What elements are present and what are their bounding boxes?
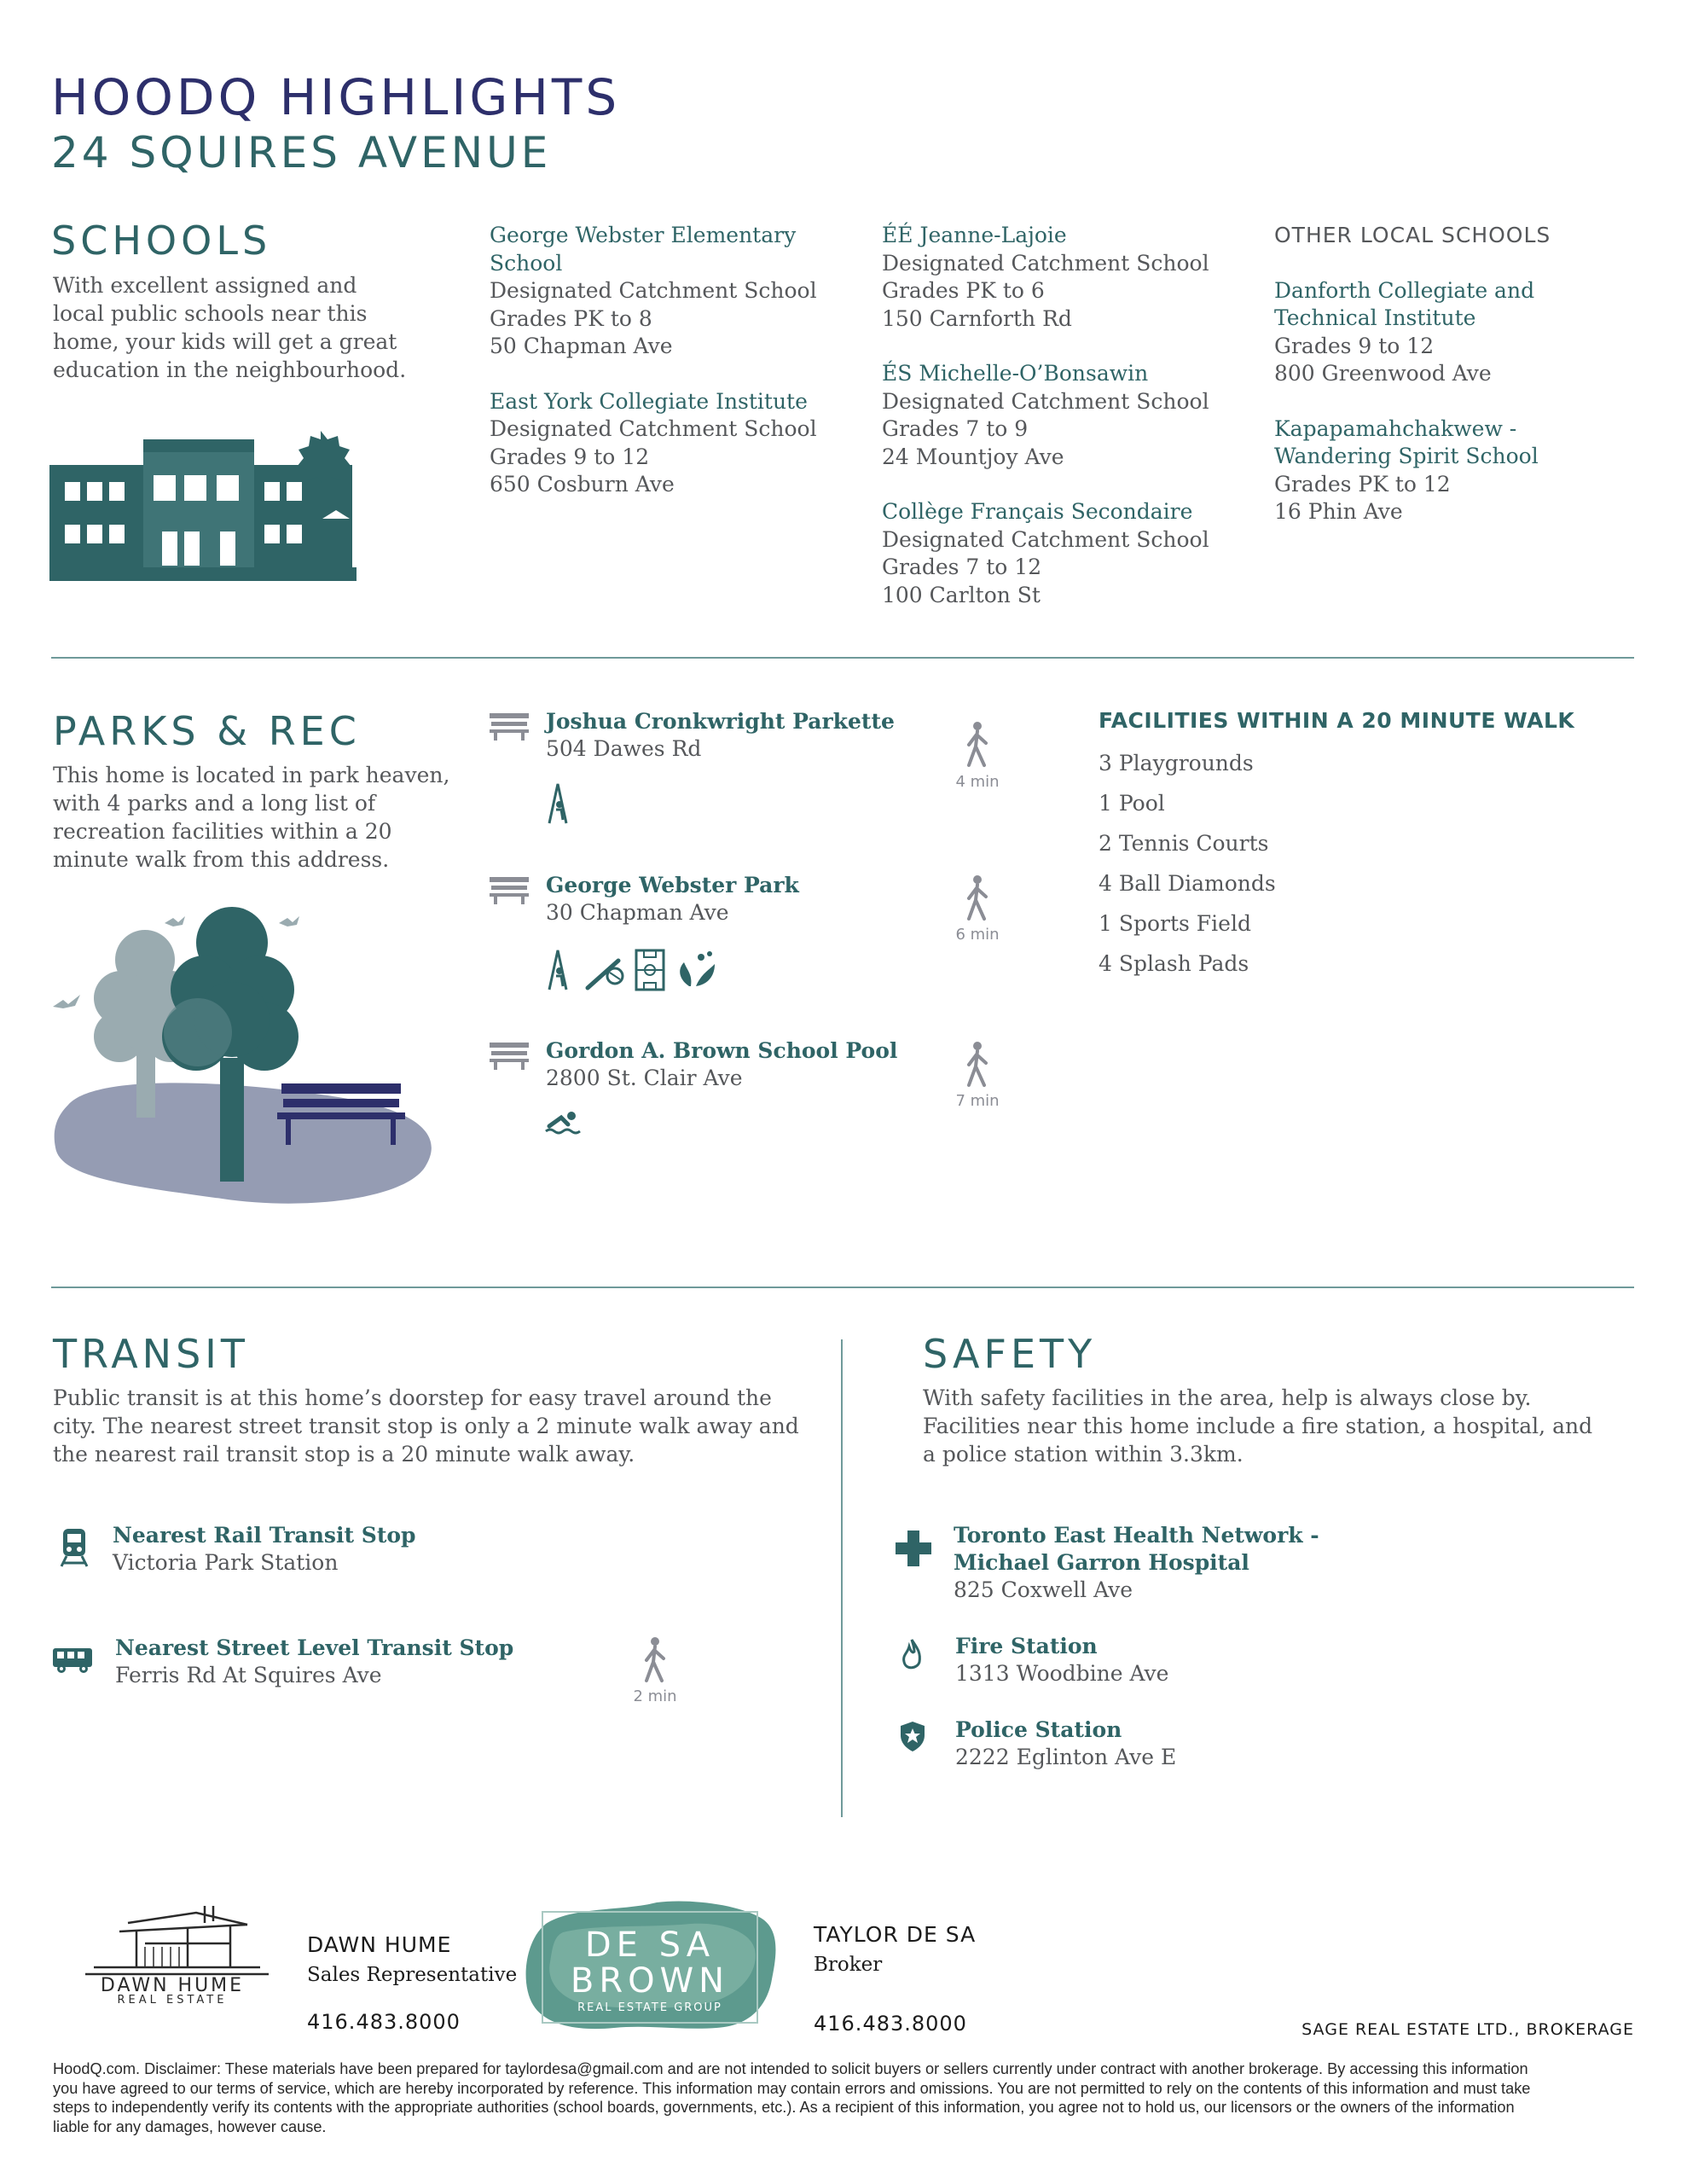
- school-address: 650 Cosburn Ave: [490, 472, 675, 497]
- other-schools: [1274, 222, 1649, 526]
- police-station: [955, 1716, 1176, 1771]
- school-item: [490, 388, 865, 499]
- police-station-address: 2222 Eglinton Ave E: [955, 1745, 1177, 1769]
- agent1-title: Sales Representative: [307, 1964, 518, 1986]
- de-sa-brown-logo: [520, 1898, 785, 2035]
- sports-field-icon: [635, 949, 665, 991]
- school-address: 150 Carnforth Rd: [882, 305, 1072, 331]
- park-item: [546, 872, 799, 926]
- school-name-line1[interactable]: Danforth Collegiate and: [1274, 277, 1535, 303]
- disclaimer-line: HoodQ.com. Disclaimer: These materials have been prepared for taylordesa@gmail.com and are not intended to solicit buyers or sellers currently under contract with another brokerage. By accessing this information: [53, 2060, 1528, 2077]
- hospital-cross-icon: [896, 1531, 931, 1566]
- park-address: 30 Chapman Ave: [546, 900, 729, 925]
- facility-item: 2 Tennis Courts: [1099, 831, 1269, 856]
- school-type: Designated Catchment School: [882, 388, 1209, 414]
- school-name[interactable]: ÉS Michelle-O’Bonsawin: [882, 361, 1149, 386]
- school-grades: Grades 9 to 12: [1274, 333, 1435, 358]
- school-grades: Grades 9 to 12: [490, 444, 650, 469]
- fire-station: [955, 1633, 1168, 1687]
- facility-item: 4 Ball Diamonds: [1099, 871, 1276, 896]
- walk-time: 7 min: [955, 1092, 1000, 1110]
- agent2-phone[interactable]: 416.483.8000: [814, 2012, 967, 2036]
- park-item: [546, 708, 895, 763]
- school-name[interactable]: East York Collegiate Institute: [490, 388, 808, 414]
- school-item: [882, 222, 1240, 333]
- rail-transit-stop[interactable]: Victoria Park Station: [113, 1550, 339, 1575]
- park-address: 2800 St. Clair Ave: [546, 1066, 743, 1090]
- park-name[interactable]: Joshua Cronkwright Parkette: [546, 709, 895, 734]
- facility-item: 1 Sports Field: [1099, 911, 1251, 936]
- agent1-name: DAWN HUME: [307, 1932, 452, 1957]
- hospital-name-line1[interactable]: Toronto East Health Network -: [954, 1523, 1319, 1548]
- bench-icon: [490, 877, 529, 904]
- school-address: 16 Phin Ave: [1274, 499, 1403, 524]
- bench-icon: [490, 1043, 529, 1070]
- school-type: Designated Catchment School: [490, 278, 817, 303]
- dawn-hume-logo: [60, 1906, 286, 2005]
- parks-heading: PARKS & REC: [53, 708, 361, 754]
- fire-icon: [901, 1638, 923, 1672]
- disclaimer-line: steps to independently verify its contents with the appropriate authorities (school boards, governments, etc.). As a recipient of this information, you agree not to hold us, our licensors or the owners of the information: [53, 2099, 1515, 2116]
- section-divider: [51, 657, 1634, 659]
- school-building-icon: [49, 431, 378, 584]
- schools-heading: SCHOOLS: [51, 218, 272, 264]
- school-name[interactable]: Collège Français Secondaire: [882, 499, 1193, 524]
- parks-description: This home is located in park heaven, with 4 parks and a long list of recreation facilities within a 20 minute walk from this address.: [53, 763, 450, 872]
- street-transit-label: Nearest Street Level Transit Stop: [115, 1635, 514, 1660]
- police-shield-icon: [899, 1720, 926, 1752]
- park-illustration: [51, 904, 443, 1211]
- school-grades: Grades PK to 8: [490, 305, 652, 331]
- school-name-line1[interactable]: Kapapamahchakwew -: [1274, 415, 1517, 441]
- school-grades: Grades 7 to 12: [882, 555, 1042, 579]
- school-item: [882, 360, 1240, 471]
- facility-item: 4 Splash Pads: [1099, 951, 1249, 976]
- street-transit-stop[interactable]: Ferris Rd At Squires Ave: [115, 1663, 382, 1687]
- school-grades: Grades PK to 6: [882, 278, 1045, 303]
- playground-icon: [542, 949, 573, 991]
- school-type: Designated Catchment School: [882, 526, 1209, 552]
- facility-item: 3 Playgrounds: [1099, 751, 1254, 775]
- park-item: [546, 1037, 897, 1092]
- facility-item: 1 Pool: [1099, 791, 1165, 816]
- logo-text-line1: DE SA: [584, 1926, 716, 1965]
- disclaimer-line: liable for any damages, however cause.: [53, 2117, 327, 2135]
- walking-person-icon: [641, 1636, 669, 1684]
- walk-time: 4 min: [955, 773, 1000, 791]
- schools-description: With excellent assigned and local public schools near this home, your kids will get a great education in the neighbourhood.: [53, 273, 407, 382]
- section-divider: [51, 1287, 1634, 1288]
- disclaimer: [53, 2059, 1639, 2136]
- walking-person-icon: [964, 874, 991, 922]
- park-name[interactable]: George Webster Park: [546, 873, 799, 897]
- school-address: 24 Mountjoy Ave: [882, 444, 1064, 469]
- page-title: HOODQ HIGHLIGHTS: [51, 68, 621, 126]
- train-icon: [60, 1527, 89, 1568]
- logo-text-line3: REAL ESTATE GROUP: [577, 2001, 722, 2014]
- logo-text-line2: BROWN: [570, 1961, 730, 2001]
- school-type: Designated Catchment School: [490, 416, 817, 441]
- pool-icon: [544, 1111, 582, 1136]
- school-grades: Grades 7 to 9: [882, 416, 1029, 441]
- school-list-col1: [490, 222, 865, 499]
- school-address: 800 Greenwood Ave: [1274, 361, 1492, 386]
- school-address: 50 Chapman Ave: [490, 334, 673, 358]
- facilities-list: [1099, 743, 1276, 984]
- agent2-name: TAYLOR DE SA: [814, 1922, 977, 1947]
- fire-station-name[interactable]: Fire Station: [955, 1634, 1098, 1658]
- walk-time: 2 min: [633, 1687, 677, 1705]
- school-item: [490, 222, 865, 361]
- school-name-line2[interactable]: Technical Institute: [1274, 305, 1476, 330]
- agent1-info: [307, 1932, 517, 1986]
- school-address: 100 Carlton St: [882, 582, 1041, 607]
- walking-person-icon: [964, 1041, 991, 1089]
- school-name-line2[interactable]: Wandering Spirit School: [1274, 444, 1539, 468]
- brokerage-name: SAGE REAL ESTATE LTD., BROKERAGE: [1301, 2020, 1634, 2039]
- hospital-address: 825 Coxwell Ave: [954, 1577, 1133, 1602]
- school-list-col2: [882, 222, 1240, 609]
- street-transit: [115, 1635, 513, 1689]
- walk-time: 6 min: [955, 926, 1000, 944]
- column-divider: [841, 1339, 843, 1817]
- school-item: [1274, 415, 1649, 526]
- police-station-name[interactable]: Police Station: [955, 1717, 1122, 1742]
- other-schools-heading: OTHER LOCAL SCHOOLS: [1274, 223, 1551, 247]
- school-name[interactable]: George Webster Elementary School: [490, 223, 797, 276]
- rail-transit-label: Nearest Rail Transit Stop: [113, 1523, 416, 1548]
- safety-heading: SAFETY: [923, 1331, 1097, 1377]
- hospital-name-line2[interactable]: Michael Garron Hospital: [954, 1550, 1249, 1575]
- facilities-heading: FACILITIES WITHIN A 20 MINUTE WALK: [1099, 708, 1575, 733]
- transit-heading: TRANSIT: [53, 1331, 249, 1377]
- school-grades: Grades PK to 12: [1274, 471, 1451, 497]
- property-address: 24 SQUIRES AVENUE: [51, 128, 552, 177]
- school-type: Designated Catchment School: [882, 250, 1209, 276]
- school-item: [882, 498, 1240, 609]
- walking-person-icon: [964, 721, 991, 769]
- ball-diamond-icon: [584, 954, 627, 991]
- park-name[interactable]: Gordon A. Brown School Pool: [546, 1038, 898, 1063]
- school-item: [1274, 277, 1649, 388]
- safety-description: With safety facilities in the area, help is always close by. Facilities near this home include a fire station, a hospital, and a police station within 3.3km.: [923, 1385, 1593, 1467]
- agent1-phone[interactable]: 416.483.8000: [307, 2010, 461, 2034]
- school-name[interactable]: ÉÉ Jeanne-Lajoie: [882, 223, 1067, 247]
- logo-subtext: REAL ESTATE: [117, 1994, 228, 2005]
- logo-text: DAWN HUME: [100, 1975, 245, 1996]
- park-address: 504 Dawes Rd: [546, 736, 702, 761]
- bench-icon: [490, 713, 529, 741]
- bus-icon: [51, 1647, 94, 1674]
- hospital: [954, 1522, 1319, 1604]
- agent2-title: Broker: [814, 1954, 883, 1976]
- disclaimer-line: you have agreed to our terms of service, which are hereby incorporated by reference. This information may contain errors and omissions. You are not permitted to rely on the contents of this information and must take: [53, 2079, 1531, 2097]
- playground-icon: [542, 782, 573, 825]
- transit-description: Public transit is at this home’s doorstep for easy travel around the city. The nearest street transit stop is only a 2 minute walk away and the nearest rail transit stop is a 20 minute walk away.: [53, 1385, 799, 1467]
- rail-transit: [113, 1522, 416, 1577]
- splash-pad-icon: [675, 949, 716, 990]
- fire-station-address: 1313 Woodbine Ave: [955, 1661, 1169, 1686]
- agent2-info: [814, 1922, 976, 1976]
